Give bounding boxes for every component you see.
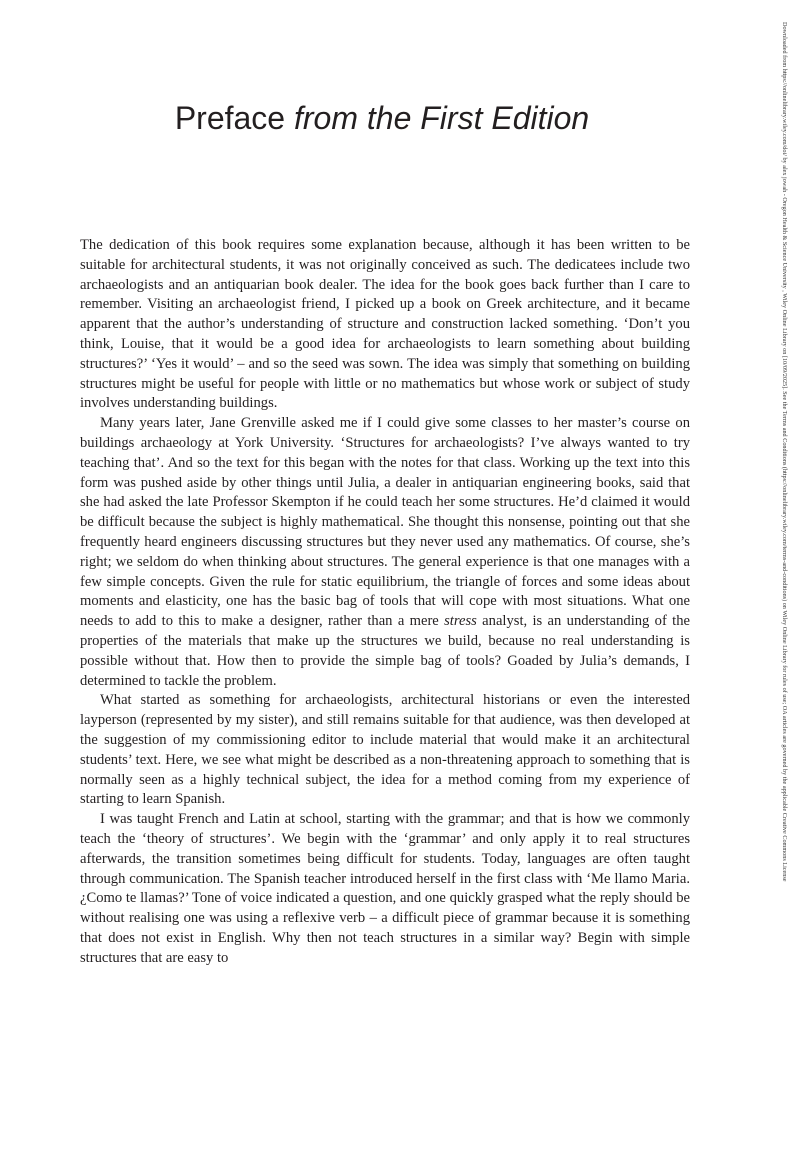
title-italic: from the First Edition: [293, 100, 590, 136]
download-notice: Downloaded from https://onlinelibrary.wiley.com/doi/ by alex jowah - Oregon Health & Science University , Wiley Online Library on [10/09/2025]. See the Terms and Conditions (https://onlinelibrary.wiley.com/terms-and-conditions) on Wiley Online Library for rules of use; OA articles are governed by the applicable Creative Commons License: [781, 22, 788, 882]
paragraph-2-emphasis: stress: [444, 613, 477, 630]
paragraph-3-text: What started as something for archaeologists, architectural historians or even the interested layperson (represented by my sister), and still remains suitable for that audience, was then developed at the suggestion of my commissioning editor to include material that would make it an architectural students’ text. Here, we see what might be described as a non-threatening approach to something that is normally seen as a highly technical subject, the idea for a method coming from my experience of starting to learn Spanish.: [80, 692, 690, 808]
paragraph-3: [80, 691, 690, 810]
paragraph-4: [80, 810, 690, 968]
body-text: [80, 236, 690, 968]
paragraph-2: [80, 414, 690, 691]
paragraph-1-text: The dedication of this book requires some explanation because, although it has been written to be suitable for architectural students, it was not originally conceived as such. The dedicatees include two archaeologists and an antiquarian book dealer. The idea for the book goes back further than I care to remember. Visiting an archaeologist friend, I picked up a book on Greek architecture, and it became apparent that the author’s understanding of structure and construction lacked something. ‘Don’t you think, Louise, that it would be a good idea for archaeologists to learn something about building structures?’ ‘Yes it would’ – and so the seed was sown. The idea was simply that something on building structures might be useful for people with little or no mathematics but whose work or subject of study involves understanding buildings.: [80, 237, 690, 412]
paragraph-2-text-end: analyst, is an understanding of the properties of the materials that make up the structures we build, because no real understanding is possible without that. How then to provide the simple bag of tools? Goaded by Julia’s demands, I determined to tackle the problem.: [80, 613, 690, 689]
paragraph-2-text-start: Many years later, Jane Grenville asked me if I could give some classes to her master’s course on buildings archaeology at York University. ‘Structures for archaeologists? I’ve always wanted to try teaching that’. And so the text for this began with the notes for that class. Working up the text into this form was pushed aside by other things until Julia, a dealer in antiquarian engineering books, said that she had asked the late Professor Skempton if he could teach her some structures. He’d claimed it would be difficult because the subject is highly mathematical. She thought this nonsense, pointing out that she frequently heard engineers discussing structures but they never used any mathematics. Of course, she’s right; we seldom do when thinking about structures. The general experience is that one manages with a few simple concepts. Given the rule for static equilibrium, the triangle of forces and some ideas about moments and elasticity, one has the basic bag of tools that will cope with most situations. What one needs to add to this to make a designer, rather than a mere: [80, 415, 690, 630]
page-title: [0, 100, 764, 137]
paragraph-4-text: I was taught French and Latin at school, starting with the grammar; and that is how we commonly teach the ‘theory of structures’. We begin with the ‘grammar’ and only apply it to real structures afterwards, the transition sometimes being difficult for students. Today, languages are often taught through communication. The Spanish teacher introduced herself in the first class with ‘Me llamo Maria. ¿Como te llamas?’ Tone of voice indicated a question, and one quickly grasped what the reply should be without realising one was using a reflexive verb – a difficult piece of grammar because it is something that does not exist in English. Why then not teach structures in a similar way? Begin with simple structures that are easy to: [80, 811, 690, 966]
paragraph-1: [80, 236, 690, 414]
title-main: Preface: [174, 100, 294, 136]
